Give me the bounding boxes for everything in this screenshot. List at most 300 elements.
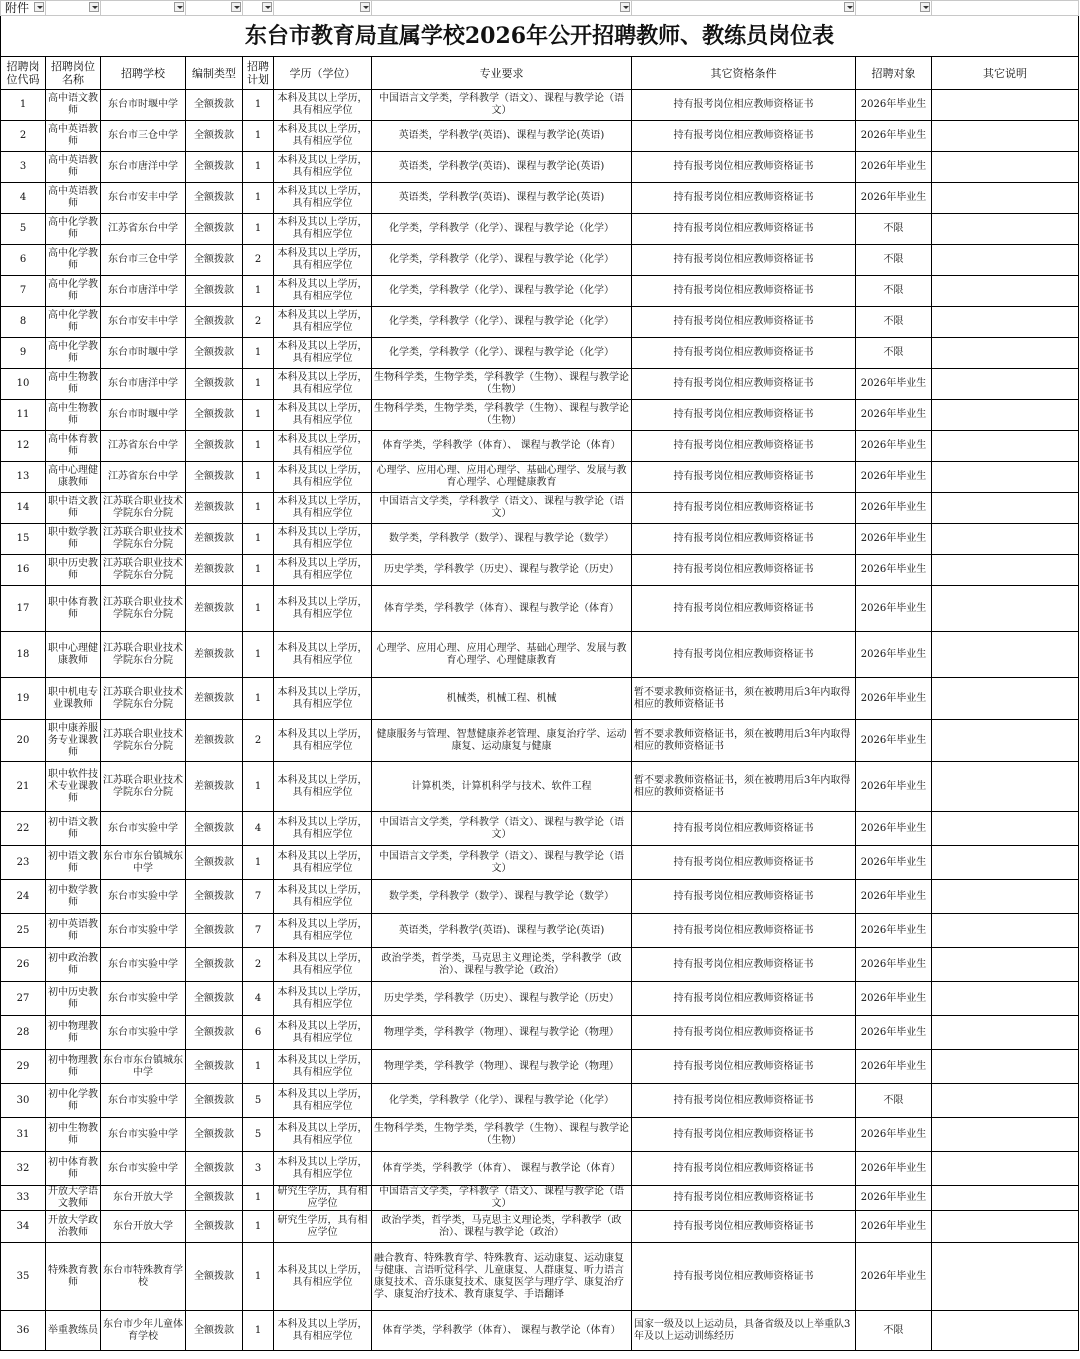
cell-school[interactable]: 江苏联合职业技术学院东台分院 <box>101 524 186 555</box>
cell-major[interactable]: 心理学、应用心理、应用心理学、基础心理学、发展与教育心理学、心理健康教育 <box>372 462 632 493</box>
cell-school[interactable]: 东台市唐洋中学 <box>101 369 186 400</box>
cell-target[interactable]: 2026年毕业生 <box>856 1050 932 1084</box>
cell-qualification[interactable]: 持有报考岗位相应教师资格证书 <box>632 1016 856 1050</box>
cell-code[interactable]: 21 <box>1 762 46 812</box>
cell-major[interactable]: 物理学类，学科教学（物理）、课程与教学论（物理） <box>372 1016 632 1050</box>
cell-code[interactable]: 29 <box>1 1050 46 1084</box>
cell-education[interactable]: 本科及其以上学历，具有相应学位 <box>274 121 372 152</box>
cell-position-name[interactable]: 初中语文教师 <box>46 846 101 880</box>
cell-funding-type[interactable]: 全额拨款 <box>186 948 243 982</box>
filter-dropdown-icon[interactable] <box>620 2 630 12</box>
cell-education[interactable]: 本科及其以上学历，具有相应学位 <box>274 1050 372 1084</box>
cell-target[interactable]: 2026年毕业生 <box>856 369 932 400</box>
cell-position-name[interactable]: 职中体育教师 <box>46 586 101 632</box>
column-header[interactable]: 招聘对象 <box>856 57 932 90</box>
cell-major[interactable]: 化学类，学科教学（化学）、课程与教学论（化学） <box>372 1084 632 1118</box>
cell-plan-count[interactable]: 1 <box>243 1243 274 1311</box>
cell-note[interactable] <box>932 586 1079 632</box>
cell-education[interactable]: 本科及其以上学历，具有相应学位 <box>274 720 372 762</box>
cell-plan-count[interactable]: 7 <box>243 914 274 948</box>
cell-major[interactable]: 化学类，学科教学（化学）、课程与教学论（化学） <box>372 245 632 276</box>
cell-funding-type[interactable]: 差额拨款 <box>186 524 243 555</box>
cell-major[interactable]: 英语类，学科教学(英语)、课程与教学论(英语) <box>372 183 632 214</box>
cell-position-name[interactable]: 高中心理健康教师 <box>46 462 101 493</box>
cell-position-name[interactable]: 初中化学教师 <box>46 1084 101 1118</box>
cell-target[interactable]: 2026年毕业生 <box>856 121 932 152</box>
cell-education[interactable]: 本科及其以上学历，具有相应学位 <box>274 214 372 245</box>
cell-note[interactable] <box>932 369 1079 400</box>
cell-major[interactable]: 政治学类，哲学类，马克思主义理论类，学科教学（政治）、课程与教学论（政治） <box>372 948 632 982</box>
filter-cell-1[interactable] <box>1 1 46 16</box>
cell-qualification[interactable]: 持有报考岗位相应教师资格证书 <box>632 1084 856 1118</box>
cell-plan-count[interactable]: 1 <box>243 762 274 812</box>
cell-education[interactable]: 本科及其以上学历，具有相应学位 <box>274 338 372 369</box>
cell-major[interactable]: 中国语言文学类，学科教学（语文）、课程与教学论（语文） <box>372 812 632 846</box>
cell-position-name[interactable]: 职中历史教师 <box>46 555 101 586</box>
cell-major[interactable]: 体育学类，学科教学（体育）、课程与教学论（体育） <box>372 586 632 632</box>
cell-note[interactable] <box>932 555 1079 586</box>
cell-qualification[interactable]: 持有报考岗位相应教师资格证书 <box>632 493 856 524</box>
cell-funding-type[interactable]: 差额拨款 <box>186 678 243 720</box>
cell-school[interactable]: 东台市实验中学 <box>101 1118 186 1152</box>
cell-school[interactable]: 东台市实验中学 <box>101 1152 186 1186</box>
cell-education[interactable]: 本科及其以上学历，具有相应学位 <box>274 524 372 555</box>
cell-qualification[interactable]: 持有报考岗位相应教师资格证书 <box>632 1186 856 1211</box>
cell-school[interactable]: 东台市特殊教育学校 <box>101 1243 186 1311</box>
cell-note[interactable] <box>932 276 1079 307</box>
cell-target[interactable]: 2026年毕业生 <box>856 914 932 948</box>
cell-note[interactable] <box>932 982 1079 1016</box>
cell-funding-type[interactable]: 全额拨款 <box>186 982 243 1016</box>
cell-education[interactable]: 本科及其以上学历，具有相应学位 <box>274 493 372 524</box>
cell-note[interactable] <box>932 1211 1079 1243</box>
cell-position-name[interactable]: 高中化学教师 <box>46 214 101 245</box>
cell-funding-type[interactable]: 全额拨款 <box>186 400 243 431</box>
column-header[interactable]: 招聘计划 <box>243 57 274 90</box>
cell-major[interactable]: 生物科学类，生物学类，学科教学（生物）、课程与教学论（生物） <box>372 400 632 431</box>
cell-major[interactable]: 健康服务与管理、智慧健康养老管理、康复治疗学、运动康复、运动康复与健康 <box>372 720 632 762</box>
cell-position-name[interactable]: 初中数学教师 <box>46 880 101 914</box>
cell-position-name[interactable]: 高中英语教师 <box>46 121 101 152</box>
cell-school[interactable]: 江苏联合职业技术学院东台分院 <box>101 586 186 632</box>
cell-education[interactable]: 本科及其以上学历，具有相应学位 <box>274 1311 372 1351</box>
cell-target[interactable]: 2026年毕业生 <box>856 982 932 1016</box>
cell-position-name[interactable]: 高中化学教师 <box>46 338 101 369</box>
cell-school[interactable]: 东台市安丰中学 <box>101 183 186 214</box>
filter-cell-2[interactable] <box>46 1 101 16</box>
cell-note[interactable] <box>932 1118 1079 1152</box>
cell-school[interactable]: 江苏联合职业技术学院东台分院 <box>101 493 186 524</box>
cell-education[interactable]: 本科及其以上学历，具有相应学位 <box>274 245 372 276</box>
cell-qualification[interactable]: 持有报考岗位相应教师资格证书 <box>632 121 856 152</box>
cell-plan-count[interactable]: 1 <box>243 632 274 678</box>
cell-major[interactable]: 化学类，学科教学（化学）、课程与教学论（化学） <box>372 276 632 307</box>
cell-major[interactable]: 化学类，学科教学（化学）、课程与教学论（化学） <box>372 338 632 369</box>
cell-school[interactable]: 东台市实验中学 <box>101 1016 186 1050</box>
cell-qualification[interactable]: 持有报考岗位相应教师资格证书 <box>632 982 856 1016</box>
filter-dropdown-icon[interactable] <box>360 2 370 12</box>
cell-plan-count[interactable]: 7 <box>243 880 274 914</box>
cell-school[interactable]: 东台市时堰中学 <box>101 90 186 121</box>
cell-plan-count[interactable]: 1 <box>243 524 274 555</box>
cell-target[interactable]: 2026年毕业生 <box>856 90 932 121</box>
cell-school[interactable]: 江苏联合职业技术学院东台分院 <box>101 678 186 720</box>
column-header[interactable]: 编制类型 <box>186 57 243 90</box>
cell-plan-count[interactable]: 2 <box>243 245 274 276</box>
cell-funding-type[interactable]: 全额拨款 <box>186 90 243 121</box>
cell-code[interactable]: 8 <box>1 307 46 338</box>
cell-target[interactable]: 不限 <box>856 214 932 245</box>
cell-note[interactable] <box>932 1311 1079 1351</box>
cell-school[interactable]: 东台市实验中学 <box>101 914 186 948</box>
cell-code[interactable]: 30 <box>1 1084 46 1118</box>
cell-plan-count[interactable]: 1 <box>243 338 274 369</box>
cell-note[interactable] <box>932 812 1079 846</box>
cell-code[interactable]: 6 <box>1 245 46 276</box>
cell-position-name[interactable]: 初中英语教师 <box>46 914 101 948</box>
cell-major[interactable]: 计算机类，计算机科学与技术、软件工程 <box>372 762 632 812</box>
cell-plan-count[interactable]: 4 <box>243 982 274 1016</box>
cell-note[interactable] <box>932 1050 1079 1084</box>
column-header[interactable]: 学历（学位） <box>274 57 372 90</box>
cell-education[interactable]: 本科及其以上学历，具有相应学位 <box>274 678 372 720</box>
cell-position-name[interactable]: 职中语文教师 <box>46 493 101 524</box>
cell-major[interactable]: 英语类，学科教学(英语)、课程与教学论(英语) <box>372 121 632 152</box>
cell-school[interactable]: 东台市实验中学 <box>101 880 186 914</box>
cell-qualification[interactable]: 持有报考岗位相应教师资格证书 <box>632 846 856 880</box>
cell-education[interactable]: 本科及其以上学历，具有相应学位 <box>274 90 372 121</box>
cell-school[interactable]: 东台市唐洋中学 <box>101 152 186 183</box>
cell-major[interactable]: 机械类，机械工程、机械 <box>372 678 632 720</box>
cell-funding-type[interactable]: 全额拨款 <box>186 846 243 880</box>
cell-code[interactable]: 7 <box>1 276 46 307</box>
cell-position-name[interactable]: 初中历史教师 <box>46 982 101 1016</box>
cell-note[interactable] <box>932 1016 1079 1050</box>
cell-target[interactable]: 2026年毕业生 <box>856 462 932 493</box>
cell-position-name[interactable]: 职中数学教师 <box>46 524 101 555</box>
cell-education[interactable]: 本科及其以上学历，具有相应学位 <box>274 948 372 982</box>
cell-target[interactable]: 2026年毕业生 <box>856 431 932 462</box>
cell-position-name[interactable]: 高中英语教师 <box>46 152 101 183</box>
cell-qualification[interactable]: 持有报考岗位相应教师资格证书 <box>632 245 856 276</box>
cell-target[interactable]: 不限 <box>856 307 932 338</box>
cell-note[interactable] <box>932 121 1079 152</box>
cell-code[interactable]: 15 <box>1 524 46 555</box>
cell-code[interactable]: 32 <box>1 1152 46 1186</box>
cell-plan-count[interactable]: 2 <box>243 720 274 762</box>
cell-qualification[interactable]: 持有报考岗位相应教师资格证书 <box>632 431 856 462</box>
cell-qualification[interactable]: 持有报考岗位相应教师资格证书 <box>632 1152 856 1186</box>
filter-cell-8[interactable] <box>632 1 856 16</box>
cell-code[interactable]: 19 <box>1 678 46 720</box>
cell-target[interactable]: 2026年毕业生 <box>856 1118 932 1152</box>
cell-code[interactable]: 4 <box>1 183 46 214</box>
cell-school[interactable]: 东台开放大学 <box>101 1186 186 1211</box>
cell-code[interactable]: 33 <box>1 1186 46 1211</box>
cell-code[interactable]: 18 <box>1 632 46 678</box>
cell-qualification[interactable]: 持有报考岗位相应教师资格证书 <box>632 369 856 400</box>
cell-funding-type[interactable]: 差额拨款 <box>186 586 243 632</box>
cell-code[interactable]: 28 <box>1 1016 46 1050</box>
cell-position-name[interactable]: 举重教练员 <box>46 1311 101 1351</box>
cell-position-name[interactable]: 初中政治教师 <box>46 948 101 982</box>
cell-plan-count[interactable]: 1 <box>243 400 274 431</box>
cell-plan-count[interactable]: 1 <box>243 152 274 183</box>
cell-plan-count[interactable]: 1 <box>243 214 274 245</box>
cell-education[interactable]: 本科及其以上学历，具有相应学位 <box>274 846 372 880</box>
cell-target[interactable]: 2026年毕业生 <box>856 183 932 214</box>
filter-cell-7[interactable] <box>372 1 632 16</box>
cell-target[interactable]: 2026年毕业生 <box>856 1211 932 1243</box>
filter-dropdown-icon[interactable] <box>262 2 272 12</box>
cell-note[interactable] <box>932 948 1079 982</box>
cell-plan-count[interactable]: 1 <box>243 462 274 493</box>
cell-code[interactable]: 31 <box>1 1118 46 1152</box>
column-header[interactable]: 专业要求 <box>372 57 632 90</box>
cell-note[interactable] <box>932 462 1079 493</box>
cell-funding-type[interactable]: 全额拨款 <box>186 369 243 400</box>
filter-cell-10[interactable] <box>932 1 1079 16</box>
cell-major[interactable]: 化学类，学科教学（化学）、课程与教学论（化学） <box>372 307 632 338</box>
cell-target[interactable]: 2026年毕业生 <box>856 678 932 720</box>
cell-major[interactable]: 英语类，学科教学(英语)、课程与教学论(英语) <box>372 914 632 948</box>
cell-major[interactable]: 数学类，学科教学（数学）、课程与教学论（数学） <box>372 880 632 914</box>
cell-funding-type[interactable]: 全额拨款 <box>186 152 243 183</box>
cell-note[interactable] <box>932 678 1079 720</box>
column-header[interactable]: 招聘学校 <box>101 57 186 90</box>
cell-school[interactable]: 江苏联合职业技术学院东台分院 <box>101 555 186 586</box>
cell-note[interactable] <box>932 307 1079 338</box>
cell-note[interactable] <box>932 720 1079 762</box>
cell-note[interactable] <box>932 152 1079 183</box>
cell-education[interactable]: 本科及其以上学历，具有相应学位 <box>274 1084 372 1118</box>
filter-dropdown-icon[interactable] <box>844 2 854 12</box>
cell-education[interactable]: 本科及其以上学历，具有相应学位 <box>274 982 372 1016</box>
cell-funding-type[interactable]: 全额拨款 <box>186 1084 243 1118</box>
cell-qualification[interactable]: 持有报考岗位相应教师资格证书 <box>632 812 856 846</box>
cell-code[interactable]: 2 <box>1 121 46 152</box>
cell-qualification[interactable]: 持有报考岗位相应教师资格证书 <box>632 914 856 948</box>
cell-plan-count[interactable]: 1 <box>243 678 274 720</box>
cell-code[interactable]: 35 <box>1 1243 46 1311</box>
cell-position-name[interactable]: 高中语文教师 <box>46 90 101 121</box>
cell-position-name[interactable]: 开放大学政治教师 <box>46 1211 101 1243</box>
cell-qualification[interactable]: 持有报考岗位相应教师资格证书 <box>632 524 856 555</box>
cell-position-name[interactable]: 职中机电专业课教师 <box>46 678 101 720</box>
cell-target[interactable]: 2026年毕业生 <box>856 493 932 524</box>
cell-qualification[interactable]: 暂不要求教师资格证书，须在被聘用后3年内取得相应的教师资格证书 <box>632 720 856 762</box>
cell-position-name[interactable]: 初中生物教师 <box>46 1118 101 1152</box>
cell-major[interactable]: 生物科学类，生物学类，学科教学（生物）、课程与教学论（生物） <box>372 1118 632 1152</box>
filter-dropdown-icon[interactable] <box>174 2 184 12</box>
cell-funding-type[interactable]: 差额拨款 <box>186 720 243 762</box>
cell-education[interactable]: 本科及其以上学历，具有相应学位 <box>274 632 372 678</box>
cell-target[interactable]: 2026年毕业生 <box>856 846 932 880</box>
cell-school[interactable]: 江苏省东台中学 <box>101 214 186 245</box>
filter-cell-6[interactable] <box>274 1 372 16</box>
cell-plan-count[interactable]: 1 <box>243 183 274 214</box>
cell-education[interactable]: 本科及其以上学历，具有相应学位 <box>274 307 372 338</box>
cell-note[interactable] <box>932 214 1079 245</box>
cell-major[interactable]: 中国语言文学类，学科教学（语文）、课程与教学论（语文） <box>372 1186 632 1211</box>
filter-dropdown-icon[interactable] <box>920 2 930 12</box>
cell-target[interactable]: 2026年毕业生 <box>856 880 932 914</box>
cell-major[interactable]: 化学类，学科教学（化学）、课程与教学论（化学） <box>372 214 632 245</box>
cell-note[interactable] <box>932 1084 1079 1118</box>
cell-qualification[interactable]: 持有报考岗位相应教师资格证书 <box>632 1050 856 1084</box>
cell-school[interactable]: 东台市安丰中学 <box>101 307 186 338</box>
cell-target[interactable]: 2026年毕业生 <box>856 1152 932 1186</box>
cell-plan-count[interactable]: 1 <box>243 1211 274 1243</box>
cell-major[interactable]: 中国语言文学类，学科教学（语文）、课程与教学论（语文） <box>372 493 632 524</box>
cell-note[interactable] <box>932 846 1079 880</box>
cell-major[interactable]: 体育学类，学科教学（体育）、 课程与教学论（体育） <box>372 431 632 462</box>
cell-education[interactable]: 本科及其以上学历，具有相应学位 <box>274 555 372 586</box>
cell-education[interactable]: 研究生学历，具有相应学位 <box>274 1186 372 1211</box>
cell-qualification[interactable]: 持有报考岗位相应教师资格证书 <box>632 276 856 307</box>
cell-note[interactable] <box>932 914 1079 948</box>
cell-school[interactable]: 东台市实验中学 <box>101 948 186 982</box>
cell-funding-type[interactable]: 全额拨款 <box>186 1311 243 1351</box>
cell-education[interactable]: 本科及其以上学历，具有相应学位 <box>274 1152 372 1186</box>
cell-funding-type[interactable]: 全额拨款 <box>186 1211 243 1243</box>
cell-education[interactable]: 本科及其以上学历，具有相应学位 <box>274 369 372 400</box>
column-header[interactable]: 其它资格条件 <box>632 57 856 90</box>
cell-qualification[interactable]: 持有报考岗位相应教师资格证书 <box>632 1243 856 1311</box>
filter-cell-3[interactable] <box>101 1 186 16</box>
cell-note[interactable] <box>932 1152 1079 1186</box>
cell-code[interactable]: 11 <box>1 400 46 431</box>
cell-note[interactable] <box>932 183 1079 214</box>
cell-education[interactable]: 本科及其以上学历，具有相应学位 <box>274 462 372 493</box>
cell-funding-type[interactable]: 差额拨款 <box>186 555 243 586</box>
cell-target[interactable]: 2026年毕业生 <box>856 1243 932 1311</box>
cell-target[interactable]: 2026年毕业生 <box>856 720 932 762</box>
cell-position-name[interactable]: 高中化学教师 <box>46 276 101 307</box>
cell-education[interactable]: 本科及其以上学历，具有相应学位 <box>274 400 372 431</box>
cell-plan-count[interactable]: 2 <box>243 948 274 982</box>
cell-funding-type[interactable]: 全额拨款 <box>186 338 243 369</box>
cell-note[interactable] <box>932 431 1079 462</box>
cell-qualification[interactable]: 持有报考岗位相应教师资格证书 <box>632 632 856 678</box>
column-header[interactable]: 招聘岗位名称 <box>46 57 101 90</box>
cell-funding-type[interactable]: 全额拨款 <box>186 812 243 846</box>
cell-qualification[interactable]: 持有报考岗位相应教师资格证书 <box>632 338 856 369</box>
cell-note[interactable] <box>932 524 1079 555</box>
cell-position-name[interactable]: 初中语文教师 <box>46 812 101 846</box>
cell-position-name[interactable]: 高中体育教师 <box>46 431 101 462</box>
cell-note[interactable] <box>932 880 1079 914</box>
cell-position-name[interactable]: 初中物理教师 <box>46 1050 101 1084</box>
cell-code[interactable]: 22 <box>1 812 46 846</box>
cell-note[interactable] <box>932 632 1079 678</box>
cell-qualification[interactable]: 持有报考岗位相应教师资格证书 <box>632 214 856 245</box>
cell-major[interactable]: 政治学类，哲学类，马克思主义理论类，学科教学（政治）、课程与教学论（政治） <box>372 1211 632 1243</box>
cell-code[interactable]: 25 <box>1 914 46 948</box>
cell-major[interactable]: 英语类，学科教学(英语)、课程与教学论(英语) <box>372 152 632 183</box>
cell-code[interactable]: 34 <box>1 1211 46 1243</box>
cell-school[interactable]: 江苏省东台中学 <box>101 431 186 462</box>
cell-funding-type[interactable]: 全额拨款 <box>186 183 243 214</box>
cell-code[interactable]: 20 <box>1 720 46 762</box>
cell-note[interactable] <box>932 493 1079 524</box>
cell-plan-count[interactable]: 1 <box>243 1311 274 1351</box>
cell-education[interactable]: 本科及其以上学历，具有相应学位 <box>274 914 372 948</box>
filter-cell-4[interactable] <box>186 1 243 16</box>
cell-education[interactable]: 本科及其以上学历，具有相应学位 <box>274 1118 372 1152</box>
cell-code[interactable]: 10 <box>1 369 46 400</box>
filter-cell-5[interactable] <box>243 1 274 16</box>
cell-funding-type[interactable]: 全额拨款 <box>186 914 243 948</box>
cell-target[interactable]: 2026年毕业生 <box>856 1186 932 1211</box>
filter-dropdown-icon[interactable] <box>231 2 241 12</box>
cell-funding-type[interactable]: 全额拨款 <box>186 214 243 245</box>
cell-plan-count[interactable]: 5 <box>243 1084 274 1118</box>
cell-funding-type[interactable]: 全额拨款 <box>186 462 243 493</box>
column-header[interactable]: 其它说明 <box>932 57 1079 90</box>
cell-qualification[interactable]: 持有报考岗位相应教师资格证书 <box>632 1211 856 1243</box>
cell-funding-type[interactable]: 全额拨款 <box>186 1243 243 1311</box>
cell-major[interactable]: 物理学类，学科教学（物理）、课程与教学论（物理） <box>372 1050 632 1084</box>
cell-plan-count[interactable]: 1 <box>243 846 274 880</box>
cell-major[interactable]: 体育学类，学科教学（体育）、 课程与教学论（体育） <box>372 1152 632 1186</box>
cell-qualification[interactable]: 持有报考岗位相应教师资格证书 <box>632 307 856 338</box>
cell-target[interactable]: 不限 <box>856 338 932 369</box>
cell-school[interactable]: 江苏省东台中学 <box>101 462 186 493</box>
cell-target[interactable]: 2026年毕业生 <box>856 812 932 846</box>
cell-major[interactable]: 中国语言文学类，学科教学（语文）、课程与教学论（语文） <box>372 846 632 880</box>
cell-school[interactable]: 东台市三仓中学 <box>101 245 186 276</box>
cell-note[interactable] <box>932 1186 1079 1211</box>
cell-position-name[interactable]: 开放大学语文教师 <box>46 1186 101 1211</box>
cell-funding-type[interactable]: 差额拨款 <box>186 762 243 812</box>
cell-note[interactable] <box>932 762 1079 812</box>
cell-funding-type[interactable]: 全额拨款 <box>186 1118 243 1152</box>
cell-code[interactable]: 9 <box>1 338 46 369</box>
cell-funding-type[interactable]: 差额拨款 <box>186 493 243 524</box>
cell-plan-count[interactable]: 1 <box>243 586 274 632</box>
cell-qualification[interactable]: 暂不要求教师资格证书，须在被聘用后3年内取得相应的教师资格证书 <box>632 762 856 812</box>
cell-funding-type[interactable]: 全额拨款 <box>186 276 243 307</box>
cell-funding-type[interactable]: 全额拨款 <box>186 121 243 152</box>
cell-target[interactable]: 不限 <box>856 276 932 307</box>
cell-position-name[interactable]: 高中化学教师 <box>46 307 101 338</box>
cell-position-name[interactable]: 初中物理教师 <box>46 1016 101 1050</box>
cell-position-name[interactable]: 高中化学教师 <box>46 245 101 276</box>
cell-plan-count[interactable]: 1 <box>243 431 274 462</box>
cell-school[interactable]: 东台市少年儿童体育学校 <box>101 1311 186 1351</box>
cell-plan-count[interactable]: 1 <box>243 90 274 121</box>
cell-school[interactable]: 东台市时堰中学 <box>101 400 186 431</box>
cell-major[interactable]: 心理学、应用心理、应用心理学、基础心理学、发展与教育心理学、心理健康教育 <box>372 632 632 678</box>
cell-plan-count[interactable]: 4 <box>243 812 274 846</box>
cell-position-name[interactable]: 初中体育教师 <box>46 1152 101 1186</box>
cell-note[interactable] <box>932 338 1079 369</box>
cell-position-name[interactable]: 职中软件技术专业课教师 <box>46 762 101 812</box>
cell-position-name[interactable]: 特殊教育教师 <box>46 1243 101 1311</box>
filter-dropdown-icon[interactable] <box>89 2 99 12</box>
cell-note[interactable] <box>932 400 1079 431</box>
cell-target[interactable]: 2026年毕业生 <box>856 555 932 586</box>
cell-funding-type[interactable]: 全额拨款 <box>186 880 243 914</box>
cell-education[interactable]: 本科及其以上学历，具有相应学位 <box>274 1016 372 1050</box>
cell-code[interactable]: 1 <box>1 90 46 121</box>
cell-code[interactable]: 36 <box>1 1311 46 1351</box>
cell-plan-count[interactable]: 1 <box>243 1050 274 1084</box>
cell-target[interactable]: 2026年毕业生 <box>856 586 932 632</box>
cell-funding-type[interactable]: 差额拨款 <box>186 632 243 678</box>
cell-position-name[interactable]: 职中心理健康教师 <box>46 632 101 678</box>
